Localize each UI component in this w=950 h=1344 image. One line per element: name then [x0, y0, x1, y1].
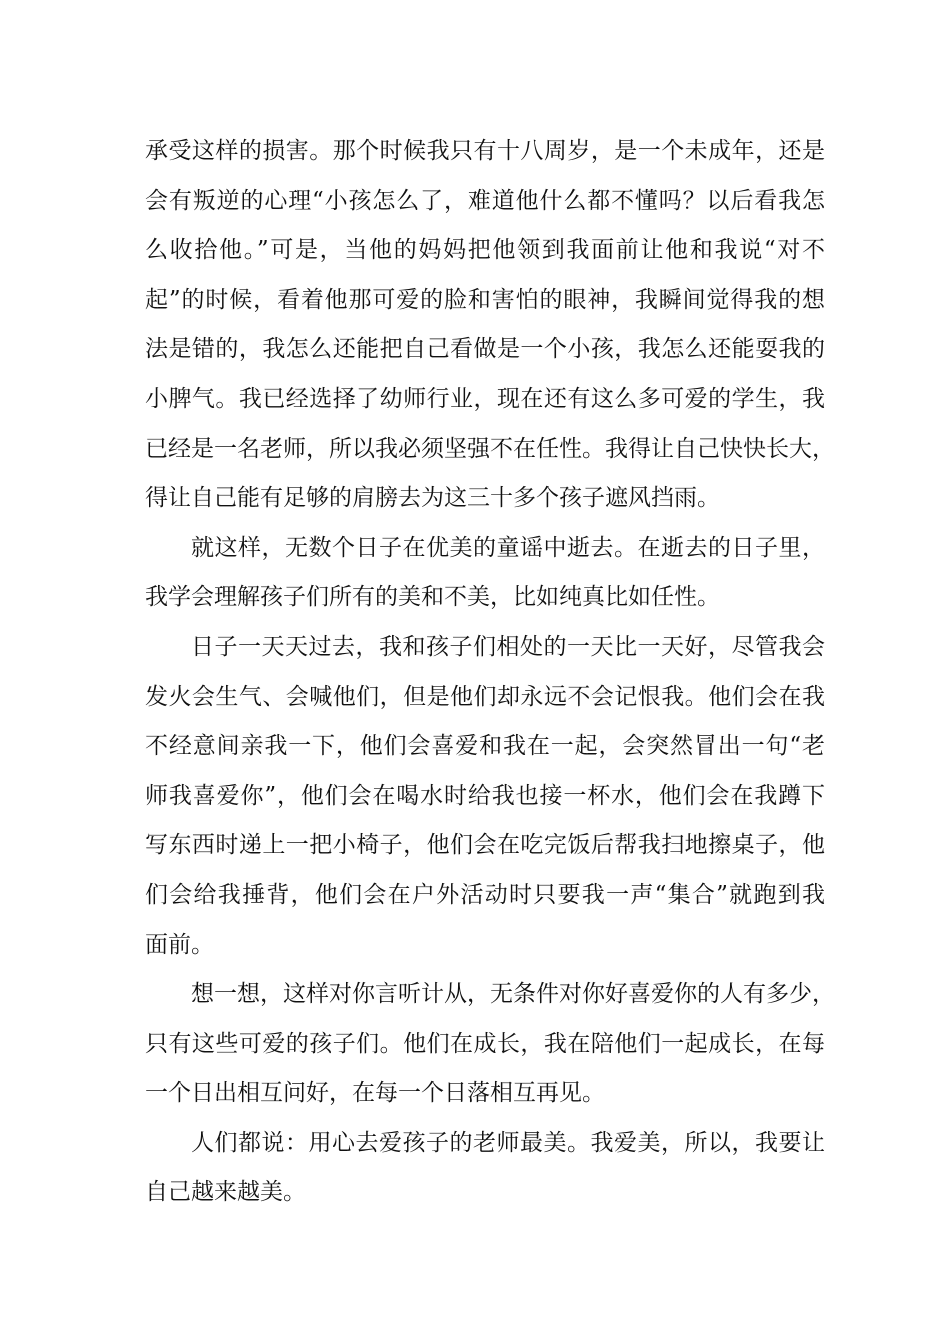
text-line: 得让自己能有足够的肩膀去为这三十多个孩子遮风挡雨。 [145, 485, 720, 512]
text-line: 面前。 [145, 931, 214, 958]
text-line: 发火会生气、会喊他们，但是他们却永远不会记恨我。他们会在我 [145, 683, 825, 710]
text-line: 一个日出相互问好，在每一个日落相互再见。 [145, 1080, 605, 1107]
text-line: 承受这样的损害。那个时候我只有十八周岁，是一个未成年，还是 [145, 138, 825, 164]
text-line: 想一想，这样对你言听计从，无条件对你好喜爱你的人有多少， [191, 981, 835, 1008]
text-line: 只有这些可爱的孩子们。他们在成长，我在陪他们一起成长，在每 [145, 1030, 825, 1057]
paragraph [145, 623, 825, 970]
text-line: 我学会理解孩子们所有的美和不美，比如纯真比如任性。 [145, 584, 720, 611]
text-line: 写东西时递上一把小椅子，他们会在吃完饭后帮我扫地擦桌子，他 [145, 832, 825, 859]
text-line: 么收拾他。”可是，当他的妈妈把他领到我面前让他和我说“对不 [145, 237, 825, 264]
body-text [145, 127, 835, 1218]
text-line: 会有叛逆的心理“小孩怎么了，难道他什么都不懂吗？以后看我怎 [145, 187, 825, 214]
text-line: 已经是一名老师，所以我必须坚强不在任性。我得让自己快快长大， [145, 435, 835, 462]
text-line: 不经意间亲我一下，他们会喜爱和我在一起，会突然冒出一句“老 [145, 733, 825, 760]
text-line: 日子一天天过去，我和孩子们相处的一天比一天好，尽管我会 [191, 633, 825, 660]
paragraph [145, 970, 835, 1119]
text-line: 小脾气。我已经选择了幼师行业，现在还有这么多可爱的学生，我 [145, 385, 825, 412]
paragraph [145, 1119, 825, 1218]
text-line: 起”的时候，看着他那可爱的脸和害怕的眼神，我瞬间觉得我的想 [145, 286, 825, 313]
text-line: 法是错的，我怎么还能把自己看做是一个小孩，我怎么还能耍我的 [145, 336, 825, 363]
paragraph [145, 524, 825, 623]
text-line: 师我喜爱你”，他们会在喝水时给我也接一杯水，他们会在我蹲下 [145, 782, 825, 809]
text-line: 自己越来越美。 [145, 1179, 306, 1206]
text-line: 就这样，无数个日子在优美的童谣中逝去。在逝去的日子里， [191, 534, 825, 561]
paragraph [145, 127, 835, 524]
text-line: 人们都说：用心去爱孩子的老师最美。我爱美，所以，我要让 [191, 1129, 825, 1156]
text-line: 们会给我捶背，他们会在户外活动时只要我一声“集合”就跑到我 [145, 881, 825, 908]
